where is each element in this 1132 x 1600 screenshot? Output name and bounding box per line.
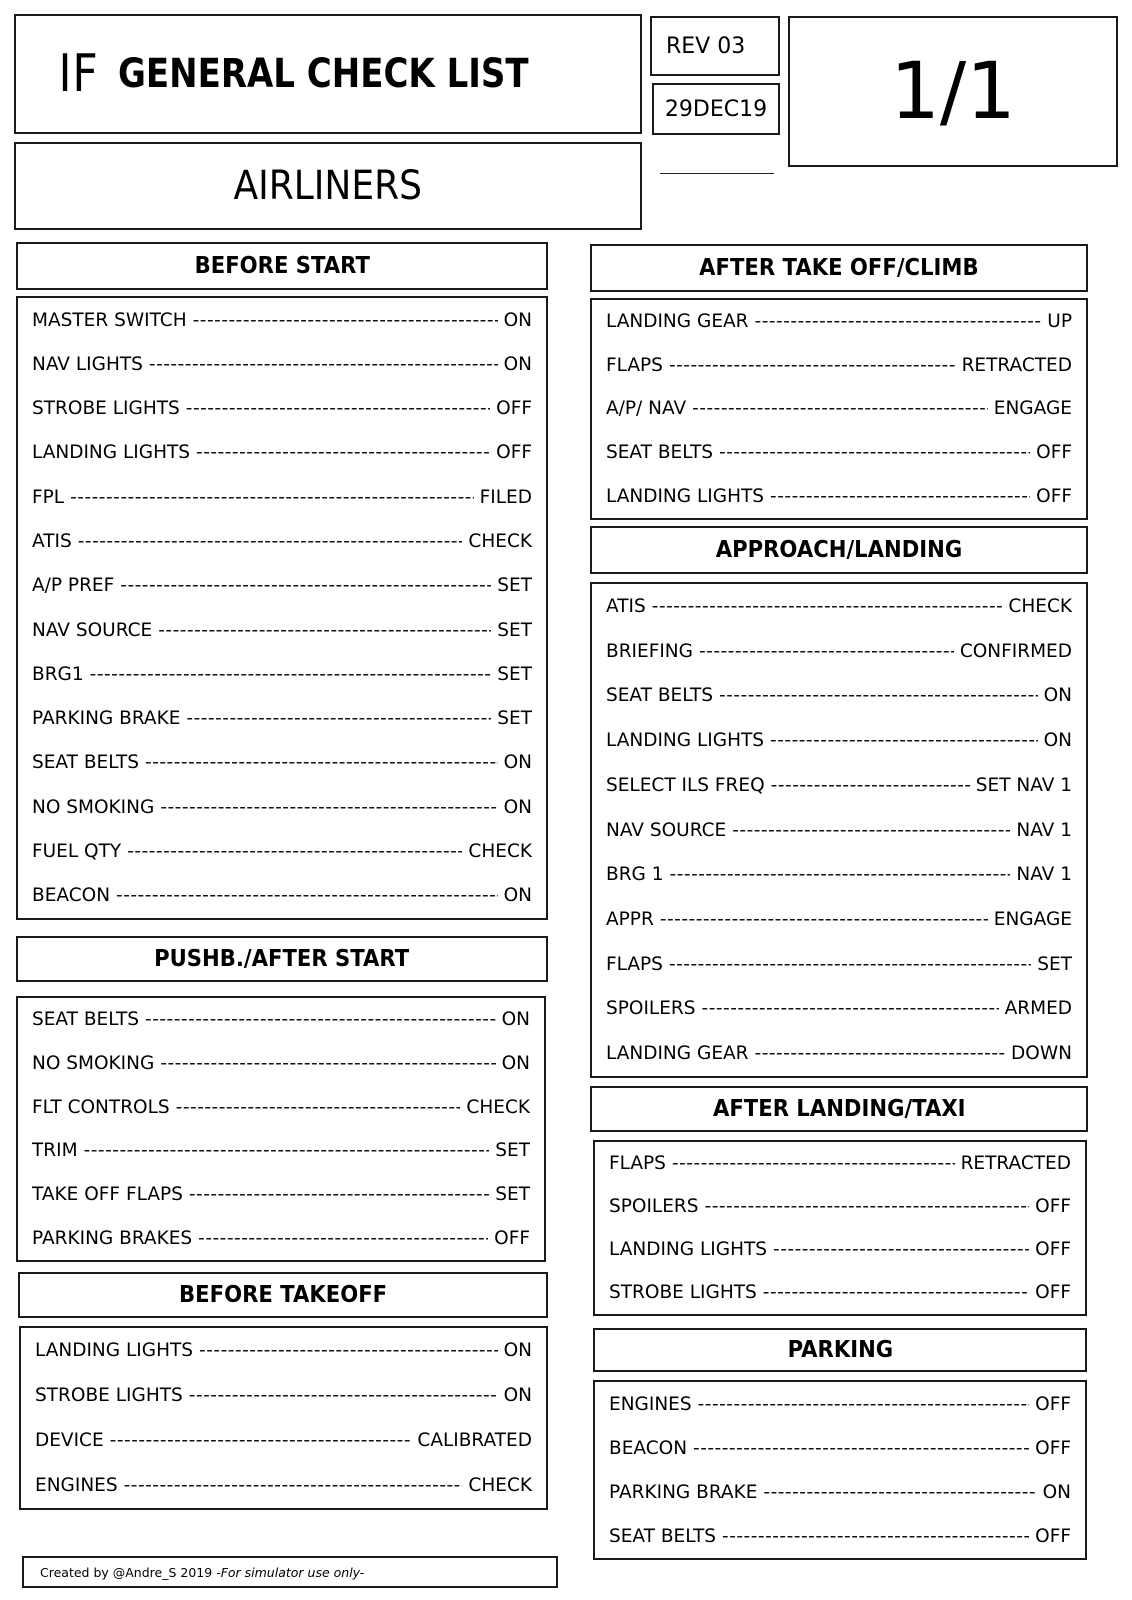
item-label: NAV LIGHTS [32, 353, 143, 375]
dash-leader [116, 885, 498, 906]
item-value: CHECK [468, 531, 532, 553]
dash-leader [722, 1526, 1029, 1547]
item-label: SEAT BELTS [32, 752, 140, 774]
item-value: ON [501, 1053, 530, 1074]
checklist-item [606, 852, 1072, 897]
item-label: NO SMOKING [32, 1053, 155, 1074]
section-title: PUSHB./AFTER START [154, 946, 410, 972]
item-value: OFF [1035, 1525, 1071, 1547]
dash-leader [702, 998, 999, 1019]
item-label: SEAT BELTS [606, 442, 714, 464]
subtitle-box [14, 142, 642, 230]
item-value: DOWN [1011, 1043, 1072, 1065]
item-label: BRG1 [32, 663, 84, 685]
dash-leader [120, 575, 491, 596]
item-label: FUEL QTY [32, 841, 122, 863]
dash-leader [763, 1282, 1029, 1303]
dash-leader [127, 841, 462, 862]
section-header-after-landing-taxi [590, 1086, 1088, 1132]
item-value: SET [497, 708, 532, 730]
item-value: CHECK [466, 1096, 530, 1118]
item-label: APPR [606, 909, 654, 930]
item-label: STROBE LIGHTS [609, 1282, 757, 1303]
checklist-item [35, 1463, 532, 1508]
item-value: CONFIRMED [959, 640, 1072, 662]
dash-leader [755, 1043, 1006, 1064]
section-title: PARKING [787, 1337, 893, 1363]
dash-leader [693, 1438, 1029, 1459]
item-label: LANDING GEAR [606, 1043, 749, 1065]
checklist-item [32, 387, 532, 431]
section-list-pushback-after-start [16, 996, 546, 1262]
dash-leader [196, 442, 490, 463]
checklist-item [606, 344, 1072, 388]
checklist-item [606, 431, 1072, 475]
section-title: AFTER TAKE OFF/CLIMB [699, 255, 979, 281]
item-label: A/P/ NAV [606, 398, 687, 420]
item-value: SET [495, 1184, 530, 1206]
checklist-item [32, 785, 532, 829]
item-label: SEAT BELTS [32, 1009, 140, 1031]
dash-leader [773, 1239, 1029, 1260]
item-value: ON [503, 752, 532, 774]
dash-leader [698, 1394, 1030, 1415]
dash-leader [90, 664, 492, 685]
item-label: ATIS [32, 531, 72, 553]
item-value: OFF [494, 1227, 530, 1249]
item-value: SET [497, 575, 532, 597]
checklist-item [32, 998, 530, 1042]
item-value: ON [503, 1385, 532, 1406]
dash-leader [145, 1009, 496, 1030]
item-label: PARKING BRAKES [32, 1227, 193, 1249]
item-label: STROBE LIGHTS [32, 398, 180, 420]
checklist-item [32, 608, 532, 652]
item-label: PARKING BRAKE [32, 708, 181, 730]
item-label: DEVICE [35, 1430, 104, 1451]
dash-leader [763, 1482, 1036, 1503]
item-label: LANDING LIGHTS [32, 442, 191, 464]
checklist-item [32, 741, 532, 785]
section-header-parking [593, 1328, 1087, 1372]
item-value: ENGAGE [993, 909, 1072, 930]
item-label: LANDING LIGHTS [606, 730, 765, 752]
checklist-item [606, 300, 1072, 344]
item-value: UP [1047, 311, 1072, 333]
item-label: ENGINES [35, 1475, 118, 1496]
item-label: FLAPS [609, 1153, 666, 1174]
checklist-item [609, 1142, 1071, 1185]
section-title: AFTER LANDING/TAXI [712, 1096, 966, 1122]
item-label: NO SMOKING [32, 796, 155, 818]
checklist-item [32, 652, 532, 696]
checklist-item [32, 874, 532, 918]
item-value: NAV 1 [1016, 864, 1072, 886]
item-label: TAKE OFF FLAPS [32, 1184, 183, 1206]
dash-leader [672, 1153, 955, 1174]
footer-note: -For simulator use only- [216, 1564, 365, 1580]
dash-leader [669, 355, 956, 376]
item-value: CALIBRATED [417, 1430, 532, 1451]
item-value: OFF [1036, 485, 1072, 507]
item-label: STROBE LIGHTS [35, 1385, 183, 1406]
checklist-item [609, 1382, 1071, 1426]
dash-leader [705, 1196, 1030, 1217]
item-label: MASTER SWITCH [32, 309, 187, 331]
dash-leader [149, 354, 498, 375]
item-label: SEAT BELTS [609, 1525, 717, 1547]
item-label: BEACON [609, 1437, 688, 1459]
dash-leader [198, 1228, 488, 1249]
revision-badge: REV 03 [650, 16, 780, 76]
item-value: OFF [1035, 1196, 1071, 1217]
item-value: ON [503, 353, 532, 375]
dash-leader [124, 1475, 463, 1496]
item-value: CHECK [1008, 595, 1072, 617]
dash-leader [158, 620, 491, 641]
checklist-item [32, 1173, 530, 1217]
dash-leader [160, 1053, 495, 1074]
checklist-item [32, 564, 532, 608]
checklist-item [32, 431, 532, 475]
checklist-item [32, 829, 532, 873]
checklist-item [32, 1216, 530, 1260]
checklist-item [606, 387, 1072, 431]
dash-leader [669, 954, 1031, 975]
section-list-after-takeoff-climb [590, 298, 1088, 520]
dash-leader [199, 1340, 498, 1361]
section-title: BEFORE TAKEOFF [178, 1282, 388, 1308]
item-value: OFF [1035, 1239, 1071, 1260]
item-value: NAV 1 [1016, 819, 1072, 841]
footer [22, 1556, 558, 1588]
dash-leader [193, 310, 498, 331]
item-label: LANDING LIGHTS [35, 1340, 194, 1361]
item-label: A/P PREF [32, 575, 115, 597]
dash-leader [732, 820, 1010, 841]
signature-line [660, 173, 774, 174]
checklist-item [606, 942, 1072, 987]
section-header-before-start [16, 242, 548, 290]
page-number: 1/1 [788, 16, 1118, 167]
item-label: LANDING GEAR [606, 311, 749, 333]
item-label: ATIS [606, 595, 646, 617]
section-list-before-takeoff [19, 1326, 548, 1510]
item-value: ON [1042, 1481, 1071, 1503]
dash-leader [719, 685, 1038, 706]
section-title: BEFORE START [194, 253, 370, 279]
item-value: SET [497, 663, 532, 685]
item-value: RETRACTED [960, 1153, 1071, 1174]
subtitle: AIRLINERS [233, 163, 423, 209]
checklist-item [32, 342, 532, 386]
section-header-after-takeoff-climb [590, 244, 1088, 292]
dash-leader [176, 1097, 461, 1118]
item-value: SET NAV 1 [975, 774, 1072, 796]
checklist-item [606, 1031, 1072, 1076]
date-badge: 29DEC19 [652, 83, 780, 135]
item-value: FILED [479, 486, 532, 508]
item-value: ON [503, 796, 532, 818]
item-value: RETRACTED [961, 354, 1072, 376]
item-label: BRIEFING [606, 640, 693, 662]
checklist-item [606, 629, 1072, 674]
dash-leader [670, 864, 1011, 885]
checklist-item [609, 1470, 1071, 1514]
dash-leader [755, 311, 1042, 332]
item-label: TRIM [32, 1140, 78, 1162]
item-label: SELECT ILS FREQ [606, 774, 765, 796]
item-value: ON [1043, 730, 1072, 752]
item-value: OFF [496, 442, 532, 464]
checklist-item [609, 1271, 1071, 1314]
dash-leader [160, 797, 497, 818]
item-value: ARMED [1004, 998, 1072, 1020]
checklist-item [606, 897, 1072, 942]
dash-leader [189, 1184, 489, 1205]
checklist-item [606, 763, 1072, 808]
checklist-item [606, 673, 1072, 718]
section-header-pushback-after-start [16, 936, 548, 982]
checklist-item [32, 298, 532, 342]
dash-leader [186, 708, 491, 729]
dash-leader [145, 752, 498, 773]
item-label: BRG 1 [606, 864, 664, 886]
section-title: APPROACH/LANDING [715, 537, 963, 563]
dash-leader [70, 487, 474, 508]
item-value: ON [1043, 685, 1072, 707]
title-box [14, 14, 642, 134]
item-label: FLAPS [606, 953, 663, 975]
checklist-item [32, 1042, 530, 1086]
checklist-item [609, 1228, 1071, 1271]
checklist-item [606, 718, 1072, 763]
checklist-item [606, 808, 1072, 853]
item-label: FPL [32, 486, 65, 508]
dash-leader [186, 398, 490, 419]
dash-leader [770, 486, 1030, 507]
checklist-item [609, 1426, 1071, 1470]
item-label: SPOILERS [606, 998, 696, 1020]
checklist-item [32, 1129, 530, 1173]
checklist-item [35, 1328, 532, 1373]
item-label: FLT CONTROLS [32, 1096, 170, 1118]
dash-leader [699, 641, 954, 662]
checklist-item [606, 474, 1072, 518]
checklist-item [35, 1418, 532, 1463]
dash-leader [189, 1385, 498, 1406]
item-value: OFF [1035, 1282, 1071, 1303]
dash-leader [770, 730, 1038, 751]
checklist-item [32, 475, 532, 519]
item-value: SET [1037, 953, 1072, 975]
item-value: ON [503, 1340, 532, 1361]
item-label: SEAT BELTS [606, 685, 714, 707]
item-value: SET [497, 619, 532, 641]
item-label: NAV SOURCE [32, 619, 153, 641]
checklist-item [606, 584, 1072, 629]
item-value: CHECK [468, 1475, 532, 1496]
page-title: GENERAL CHECK LIST [118, 51, 529, 97]
item-value: ON [503, 885, 532, 907]
item-label: SPOILERS [609, 1196, 699, 1217]
item-value: ON [501, 1009, 530, 1031]
section-list-before-start [16, 296, 548, 920]
footer-credit: Created by @Andre_S 2019 [40, 1564, 213, 1580]
title-prefix: IF [58, 44, 99, 104]
checklist-item [32, 519, 532, 563]
item-label: FLAPS [606, 354, 663, 376]
checklist-item [35, 1373, 532, 1418]
item-label: LANDING LIGHTS [606, 485, 765, 507]
section-list-approach-landing [590, 582, 1088, 1078]
dash-leader [771, 775, 970, 796]
item-label: ENGINES [609, 1393, 692, 1415]
item-value: OFF [1035, 1393, 1071, 1415]
dash-leader [719, 442, 1030, 463]
dash-leader [110, 1430, 412, 1451]
item-value: CHECK [468, 841, 532, 863]
checklist-item [609, 1185, 1071, 1228]
dash-leader [78, 531, 463, 552]
item-label: PARKING BRAKE [609, 1481, 758, 1503]
item-value: OFF [496, 398, 532, 420]
dash-leader [692, 398, 988, 419]
section-list-parking [593, 1380, 1087, 1560]
item-label: BEACON [32, 885, 111, 907]
dash-leader [84, 1140, 490, 1161]
item-value: OFF [1035, 1437, 1071, 1459]
checklist-item [32, 1085, 530, 1129]
item-label: NAV SOURCE [606, 819, 727, 841]
section-header-approach-landing [590, 526, 1088, 574]
dash-leader [652, 596, 1003, 617]
section-header-before-takeoff [18, 1272, 548, 1318]
checklist-item [606, 987, 1072, 1032]
checklist-item [32, 697, 532, 741]
item-value: ENGAGE [993, 398, 1072, 420]
section-list-after-landing-taxi [593, 1140, 1087, 1316]
item-value: SET [495, 1140, 530, 1162]
item-value: OFF [1036, 442, 1072, 464]
item-value: ON [503, 309, 532, 331]
dash-leader [660, 909, 988, 930]
checklist-item [609, 1514, 1071, 1558]
item-label: LANDING LIGHTS [609, 1239, 768, 1260]
